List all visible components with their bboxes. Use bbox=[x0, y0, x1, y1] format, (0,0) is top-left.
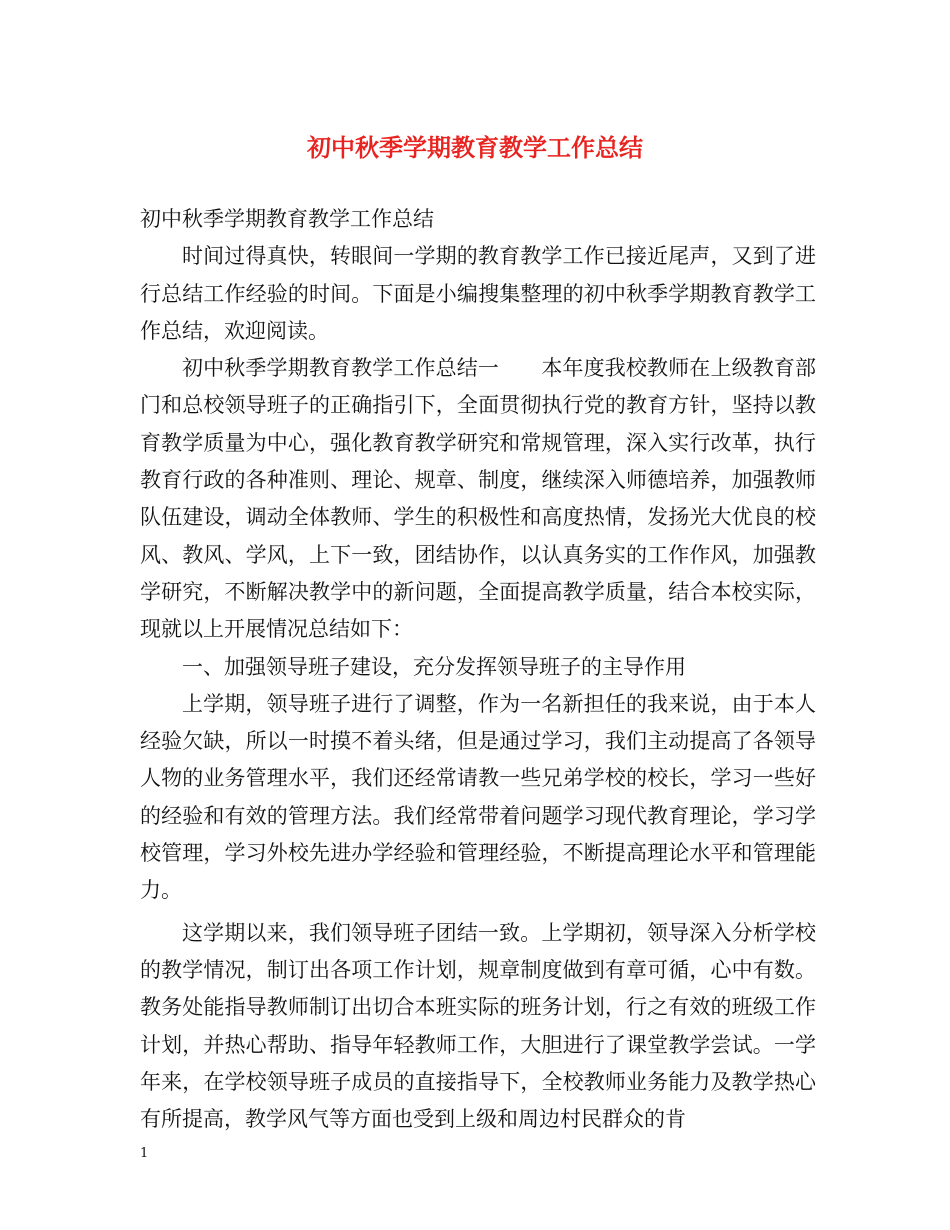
paragraph-intro: 时间过得真快，转眼间一学期的教育教学工作已接近尾声，又到了进行总结工作经验的时间。下面是小编搜集整理的初中秋季学期教育教学工作总结，欢迎阅读。 bbox=[140, 244, 816, 343]
page-number: 1 bbox=[140, 1146, 149, 1161]
paragraph-leadership: 上学期，领导班子进行了调整，作为一名新担任的我来说，由于本人经验欠缺，所以一时摸不着头绪，但是通过学习，我们主动提高了各领导人物的业务管理水平，我们还经常请教一些兄弟学校的校长，学习一些好的经验和有效的管理方法。我们经常带着问题学习现代教育理论，学习学校管理，学习外校先进办学经验和管理经验，不断提高理论水平和管理能力。 bbox=[140, 691, 816, 903]
document-body bbox=[140, 201, 816, 1138]
paragraph-semester: 这学期以来，我们领导班子团结一致。上学期初，领导深入分析学校的教学情况，制订出各项工作计划，规章制度做到有章可循，心中有数。教务处能指导教师制订出切合本班实际的班务计划，行之有效的班级工作计划，并热心帮助、指导年轻教师工作，大胆进行了课堂教学尝试。一学年来，在学校领导班子成员的直接指导下，全校教师业务能力及教学热心有所提高，教学风气等方面也受到上级和周边村民群众的肯 bbox=[140, 920, 816, 1132]
section-heading-one: 一、加强领导班子建设，充分发挥领导班子的主导作用 bbox=[182, 654, 686, 679]
paragraph-summary-one: 初中秋季学期教育教学工作总结一 本年度我校教师在上级教育部门和总校领导班子的正确指引下，全面贯彻执行党的教育方针，坚持以教育教学质量为中心，强化教育教学研究和常规管理，深入实行改革，执行教育行政的各种准则、理论、规章、制度，继续深入师德培养，加强教师队伍建设，调动全体教师、学生的积极性和高度热情，发扬光大优良的校风、教风、学风，上下一致，团结协作，以认真务实的工作作风，加强教学研究，不断解决教学中的新问题，全面提高教学质量，结合本校实际，现就以上开展情况总结如下： bbox=[140, 356, 816, 642]
document-title: 初中秋季学期教育教学工作总结 bbox=[307, 133, 643, 162]
paragraph-subtitle: 初中秋季学期教育教学工作总结 bbox=[140, 207, 434, 231]
